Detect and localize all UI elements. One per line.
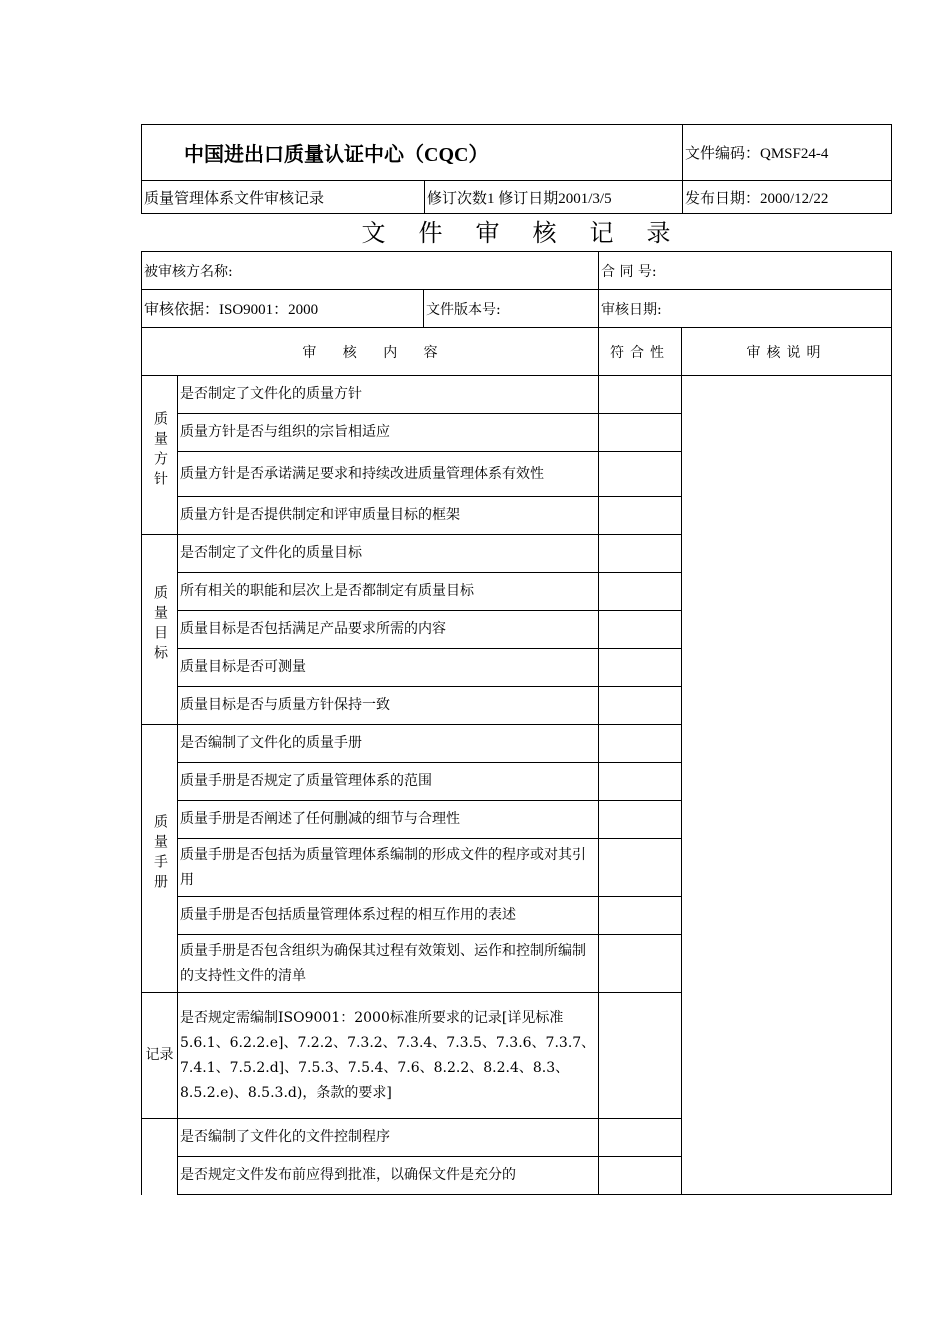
list-item: 质量方针是否提供制定和评审质量目标的框架 (178, 497, 599, 535)
list-item: 是否规定文件发布前应得到批准，以确保文件是充分的 (178, 1157, 599, 1195)
audit-date-field[interactable]: 审核日期: (599, 290, 892, 328)
conformity-cell[interactable] (599, 535, 682, 573)
list-item: 质量手册是否包含组织为确保其过程有效策划、运作和控制所编制的支持性文件的清单 (178, 935, 599, 993)
list-item: 质量目标是否包括满足产品要求所需的内容 (178, 611, 599, 649)
conformity-cell[interactable] (599, 897, 682, 935)
conformity-cell[interactable] (599, 497, 682, 535)
conformity-cell[interactable] (599, 649, 682, 687)
category-quality-policy (142, 376, 178, 535)
list-item: 质量目标是否可测量 (178, 649, 599, 687)
conformity-cell[interactable] (599, 611, 682, 649)
record-name: 质量管理体系文件审核记录 (142, 181, 425, 214)
list-item: 是否编制了文件化的文件控制程序 (178, 1119, 599, 1157)
list-item: 是否制定了文件化的质量目标 (178, 535, 599, 573)
document-title: 文件审核记录 (361, 219, 704, 247)
column-header-conformity: 符合性 (599, 328, 682, 376)
list-item: 所有相关的职能和层次上是否都制定有质量目标 (178, 573, 599, 611)
conformity-cell[interactable] (599, 573, 682, 611)
list-item: 质量方针是否承诺满足要求和持续改进质量管理体系有效性 (178, 452, 599, 497)
conformity-cell[interactable] (599, 376, 682, 414)
list-item: 是否规定需编制ISO9001：2000标准所要求的记录[详见标准5.6.1、6.2.2.e]、7.2.2、7.3.2、7.3.4、7.3.5、7.3.6、7.3.7、7.4.1、7.5.2.d]、7.5.3、7.5.4、7.6、8.2.2、8.2.4、8.3、8.5.2.e)、8.5.3.d)，条款的要求] (178, 993, 599, 1119)
remarks-cell[interactable] (682, 376, 892, 1195)
audit-basis-field[interactable]: 审核依据：ISO9001：2000 (142, 290, 424, 328)
list-item: 是否编制了文件化的质量手册 (178, 725, 599, 763)
list-item: 质量手册是否阐述了任何删减的细节与合理性 (178, 801, 599, 839)
header-table (141, 124, 892, 214)
category-document-control (142, 1119, 178, 1195)
list-item: 是否制定了文件化的质量方针 (178, 376, 599, 414)
conformity-cell[interactable] (599, 839, 682, 897)
conformity-cell[interactable] (599, 725, 682, 763)
conformity-cell[interactable] (599, 993, 682, 1119)
doc-version-field[interactable]: 文件版本号: (424, 290, 599, 328)
list-item: 质量手册是否包括为质量管理体系编制的形成文件的程序或对其引用 (178, 839, 599, 897)
category-label: 质量方针 (152, 410, 168, 491)
conformity-cell[interactable] (599, 687, 682, 725)
list-item: 质量目标是否与质量方针保持一致 (178, 687, 599, 725)
conformity-cell[interactable] (599, 935, 682, 993)
category-records: 记录 (142, 993, 178, 1119)
list-item: 质量手册是否规定了质量管理体系的范围 (178, 763, 599, 801)
publish-date: 发布日期：2000/12/22 (683, 181, 892, 214)
category-label: 质量目标 (152, 585, 168, 665)
conformity-cell[interactable] (599, 414, 682, 452)
conformity-cell[interactable] (599, 763, 682, 801)
category-label: 质量手册 (152, 814, 168, 894)
list-item: 质量方针是否与组织的宗旨相适应 (178, 414, 599, 452)
contract-no-field[interactable]: 合 同 号: (599, 252, 892, 290)
audited-party-field[interactable]: 被审核方名称: (142, 252, 599, 290)
conformity-cell[interactable] (599, 452, 682, 497)
file-code: 文件编码：QMSF24-4 (683, 125, 892, 181)
conformity-cell[interactable] (599, 1119, 682, 1157)
column-header-remarks: 审核说明 (682, 328, 892, 376)
category-quality-objectives (142, 535, 178, 725)
column-header-content (142, 328, 599, 376)
audit-table (141, 251, 892, 1195)
list-item: 质量手册是否包括质量管理体系过程的相互作用的表述 (178, 897, 599, 935)
conformity-cell[interactable] (599, 801, 682, 839)
column-header-content-label: 审 核 内 容 (302, 344, 438, 361)
conformity-cell[interactable] (599, 1157, 682, 1195)
org-title: 中国进出口质量认证中心（CQC） (142, 125, 683, 181)
revision-info: 修订次数1 修订日期2001/3/5 (425, 181, 683, 214)
category-quality-manual (142, 725, 178, 993)
